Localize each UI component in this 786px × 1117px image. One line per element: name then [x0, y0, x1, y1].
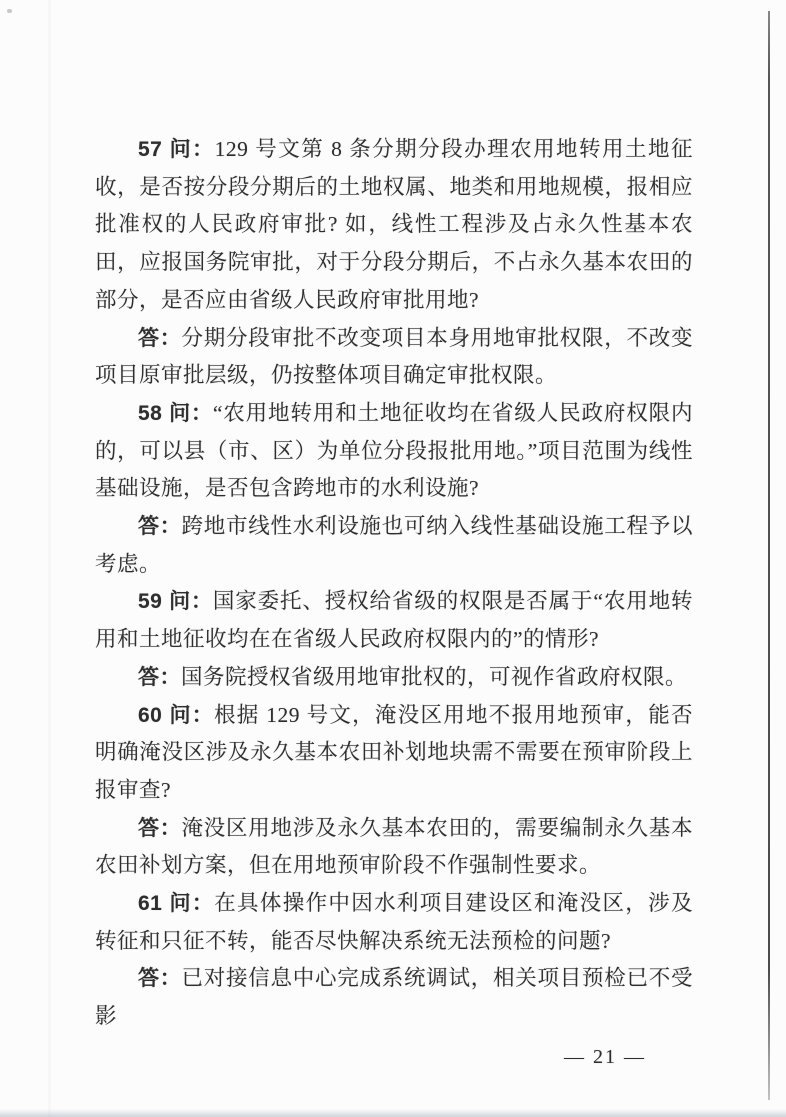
question-text: 129 号文第 8 条分期分段办理农用地转用土地征收，是否按分段分期后的土地权属、地类和用地规模，报相应批准权的人民政府审批? 如，线性工程涉及占永久性基本农田，应报国务院审批，对于分段分期后，不占永久基本农田的部分，是否应由省级人民政府审批用地? — [95, 137, 693, 312]
answer-paragraph-57 — [95, 320, 693, 395]
answer-text: 跨地市线性水利设施也可纳入线性基础设施工程予以考虑。 — [95, 514, 693, 576]
answer-text: 国务院授权省级用地审批权的，可视作省政府权限。 — [181, 664, 688, 689]
question-paragraph-60 — [95, 697, 693, 810]
scan-speck — [7, 9, 12, 13]
scan-left-faint-line — [48, 0, 51, 1117]
question-paragraph-59 — [95, 583, 693, 658]
document-page — [95, 131, 693, 1077]
question-number-label: 59 问： — [138, 590, 213, 614]
answer-text: 已对接信息中心完成系统调试，相关项目预检已不受影 — [95, 966, 693, 1029]
question-text: 根据 129 号文，淹没区用地不报用地预审，能否明确淹没区涉及永久基本农田补划地块需不需要在预审阶段上报审查? — [95, 702, 693, 802]
question-number-label: 58 问： — [138, 401, 213, 425]
answer-paragraph-59 — [95, 659, 693, 697]
answer-label: 答： — [138, 967, 182, 991]
answer-label: 答： — [138, 515, 182, 539]
question-paragraph-58 — [95, 395, 693, 508]
question-text: 国家委托、授权给省级的权限是否属于“农用地转用和土地征收均在在省级人民政府权限内的”的情形? — [95, 589, 693, 652]
answer-paragraph-60 — [95, 810, 693, 885]
question-number-label: 61 问： — [138, 892, 215, 916]
question-number-label: 57 问： — [138, 138, 215, 161]
question-paragraph-61 — [95, 885, 693, 960]
answer-paragraph-61 — [95, 960, 693, 1035]
scan-edge-line — [768, 11, 770, 1100]
page-number: — 21 — — [564, 1045, 646, 1068]
question-number-label: 60 问： — [138, 703, 215, 727]
question-text: “农用地转用和土地征收均在省级人民政府权限内的，可以县（市、区）为单位分段报批用地。”项目范围为线性基础设施，是否包含跨地市的水利设施? — [95, 400, 693, 501]
scan-bottom-band — [0, 1109, 786, 1117]
answer-label: 答： — [138, 665, 181, 689]
question-paragraph-57 — [95, 131, 693, 320]
answer-paragraph-58 — [95, 508, 693, 583]
answer-text: 分期分段审批不改变项目本身用地审批权限，不改变项目原审批层级，仍按整体项目确定审批权限。 — [95, 325, 693, 388]
answer-text: 淹没区用地涉及永久基本农田的，需要编制永久基本农田补划方案，但在用地预审阶段不作强制性要求。 — [95, 815, 693, 878]
question-text: 在具体操作中因水利项目建设区和淹没区，涉及转征和只征不转，能否尽快解决系统无法预检的问题? — [95, 891, 693, 953]
answer-label: 答： — [138, 816, 182, 840]
answer-label: 答： — [138, 326, 182, 350]
